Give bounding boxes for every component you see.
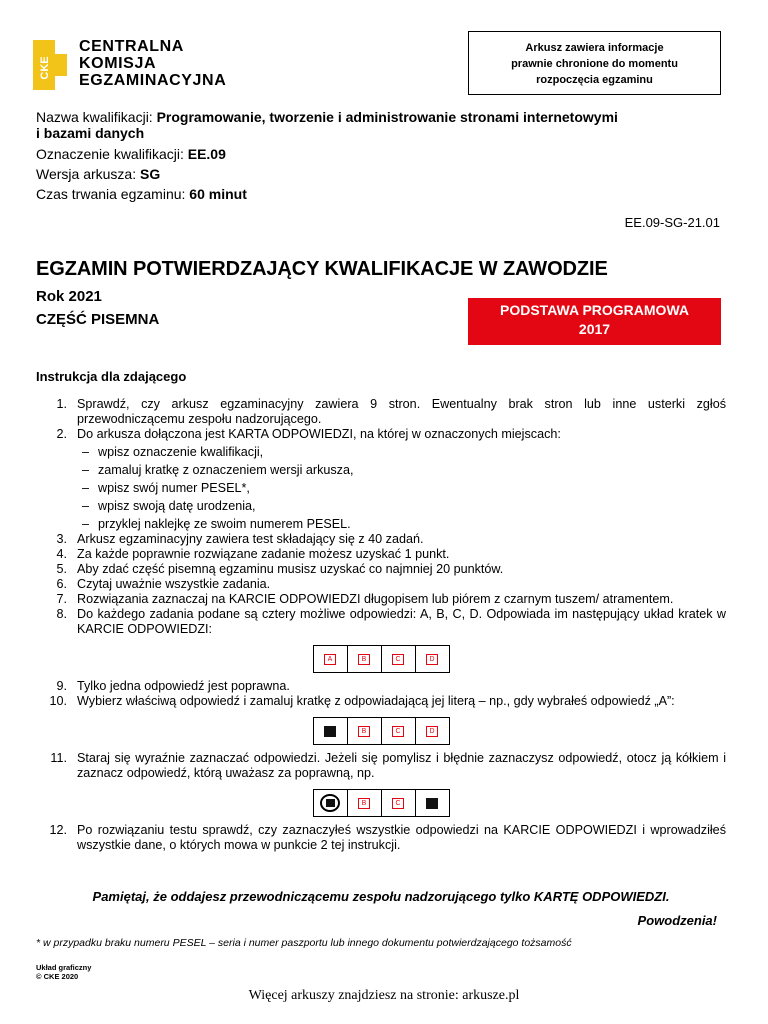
qualification-code — [36, 146, 226, 162]
svg-text:CKE: CKE — [39, 56, 51, 80]
list-item — [36, 694, 726, 709]
cke-logo — [33, 38, 227, 90]
sheet-code: EE.09-SG-21.01 — [624, 215, 720, 230]
confidential-notice — [468, 31, 721, 95]
answer-cell-b — [347, 718, 381, 744]
qualification-value: Programowanie, tworzenie i administrowanie stronami internetowymi — [156, 109, 618, 125]
version-value: SG — [140, 166, 161, 182]
answer-box-c: C — [392, 726, 404, 737]
answer-cell-a — [314, 790, 347, 816]
logo-line: CENTRALNA — [79, 38, 184, 55]
item-number: 9. — [56, 679, 67, 693]
sub-item: – wpisz oznaczenie kwalifikacji, — [82, 445, 264, 459]
answer-cell-c — [381, 718, 415, 744]
answer-box-b: B — [358, 654, 370, 665]
answer-grid-example — [36, 645, 726, 673]
instructions-title: Instrukcja dla zdającego — [36, 369, 187, 384]
item-text: Do arkusza dołączona jest KARTA ODPOWIEDZI, na której w oznaczonych miejscach: — [77, 427, 561, 441]
answer-cell-d — [415, 718, 449, 744]
cke-logo-mark-icon — [33, 40, 67, 90]
sub-item: – zamaluj kratkę z oznaczeniem wersji arkusza, — [82, 463, 354, 477]
item-text: Tylko jedna odpowiedź jest poprawna. — [77, 679, 290, 693]
item-text: Po rozwiązaniu testu sprawdź, czy zaznaczyłeś wszystkie odpowiedzi na KARCIE ODPOWIEDZI i wprowadziłeś wszystkie dane, o których mowa w punkcie 2 tej instrukcji. — [77, 823, 726, 852]
answer-box-d: D — [426, 654, 438, 665]
answer-cell-c — [381, 790, 415, 816]
good-luck-text: Powodzenia! — [637, 913, 717, 928]
answer-cell-a — [314, 718, 347, 744]
list-item — [36, 751, 726, 781]
answer-cell-d — [415, 790, 449, 816]
list-item — [36, 532, 726, 547]
exam-duration — [36, 186, 247, 202]
item-number: 4. — [56, 547, 67, 561]
item-number: 2. — [56, 427, 67, 441]
answer-box-b: B — [358, 726, 370, 737]
answer-cell-d — [415, 646, 449, 672]
item-text: Staraj się wyraźnie zaznaczać odpowiedzi. Jeżeli się pomylisz i błędnie zaznaczysz odpowiedź, otocz ją kółkiem i zaznacz odpowiedź, którą uważasz za poprawną, np. — [77, 751, 726, 780]
instructions-list — [36, 397, 726, 853]
sub-item-text: wpisz swój numer PESEL*, — [98, 481, 250, 495]
answer-box-b: B — [358, 798, 370, 809]
notice-line: Arkusz zawiera informacje — [525, 42, 664, 54]
answer-cell-b — [347, 646, 381, 672]
credit-line: Układ graficzny — [36, 963, 92, 972]
item-text: Wybierz właściwą odpowiedź i zamaluj kratkę z odpowiadającą jej literą – np., gdy wybrałeś odpowiedź „A”: — [77, 694, 675, 708]
item-number: 1. — [56, 397, 67, 411]
filled-box-a — [326, 799, 335, 807]
more-sheets-footer: Więcej arkuszy znajdziesz na stronie: arkusze.pl — [248, 988, 520, 1003]
notice-line: rozpoczęcia egzaminu — [536, 74, 653, 86]
item-number: 7. — [56, 592, 67, 606]
badge-year: 2017 — [578, 321, 611, 337]
sub-item-text: zamaluj kratkę z oznaczeniem wersji arkusza, — [98, 463, 354, 477]
item-number: 10. — [49, 694, 67, 708]
qualification-value-cont: i bazami danych — [36, 125, 145, 141]
sub-item-text: wpisz oznaczenie kwalifikacji, — [98, 445, 264, 459]
exam-year: Rok 2021 — [36, 288, 102, 305]
item-text: Czytaj uważnie wszystkie zadania. — [77, 577, 271, 591]
exam-title: EGZAMIN POTWIERDZAJĄCY KWALIFIKACJE W ZAWODZIE — [36, 258, 608, 280]
sub-item: – przyklej naklejkę ze swoim numerem PESEL. — [82, 517, 351, 531]
item-number: 11. — [50, 751, 67, 765]
answer-box-a: A — [324, 654, 336, 665]
list-item — [36, 592, 726, 607]
answer-grid-marked-example — [36, 717, 726, 745]
time-value: 60 minut — [189, 186, 247, 202]
answer-cell-c — [381, 646, 415, 672]
answer-grid-correction-example — [36, 789, 726, 817]
circled-box-a — [320, 794, 340, 812]
answer-grid — [313, 645, 450, 673]
filled-box-d — [426, 798, 438, 809]
sub-item-text: przyklej naklejkę ze swoim numerem PESEL. — [98, 517, 351, 531]
time-label: Czas trwania egzaminu: — [36, 186, 190, 202]
answer-box-c: C — [392, 654, 404, 665]
logo-line: KOMISJA — [79, 55, 157, 72]
list-item — [36, 577, 726, 592]
answer-grid — [313, 789, 450, 817]
list-item — [36, 427, 726, 442]
logo-text — [79, 38, 226, 89]
answer-box-d: D — [426, 726, 438, 737]
item-text: Arkusz egzaminacyjny zawiera test składający się z 40 zadań. — [77, 532, 424, 546]
notice-line: prawnie chronione do momentu — [511, 58, 678, 70]
graphic-layout-credit — [36, 963, 91, 981]
code-value: EE.09 — [187, 146, 226, 162]
item-text: Do każdego zadania podane są cztery możliwe odpowiedzi: A, B, C, D. Odpowiada im następujący układ kratek w KARCIE ODPOWIEDZI: — [77, 607, 726, 636]
curriculum-badge — [468, 298, 721, 345]
list-item — [36, 679, 726, 694]
sheet-version — [36, 166, 160, 182]
item-text: Aby zdać część pisemną egzaminu musisz uzyskać co najmniej 20 punktów. — [77, 562, 504, 576]
version-label: Wersja arkusza: — [36, 166, 140, 182]
list-item — [36, 607, 726, 637]
item-text: Za każde poprawnie rozwiązane zadanie możesz uzyskać 1 punkt. — [77, 547, 450, 561]
exam-part: CZĘŚĆ PISEMNA — [36, 311, 160, 328]
list-item — [36, 397, 726, 427]
item-number: 3. — [56, 532, 67, 546]
list-item — [36, 823, 726, 853]
sub-item: – wpisz swój numer PESEL*, — [82, 481, 250, 495]
sub-item-text: wpisz swoją datę urodzenia, — [98, 499, 256, 513]
qualification-name — [36, 109, 618, 141]
item-text: Sprawdź, czy arkusz egzaminacyjny zawiera 9 stron. Ewentualny brak stron lub inne usterki zgłoś przewodniczącemu zespołu nadzorującego. — [77, 397, 726, 426]
answer-box-c: C — [392, 798, 404, 809]
reminder-text: Pamiętaj, że oddajesz przewodniczącemu zespołu nadzorującego tylko KARTĘ ODPOWIEDZI. — [92, 889, 670, 904]
qualification-label: Nazwa kwalifikacji: — [36, 109, 157, 125]
answer-cell-a — [314, 646, 347, 672]
item-number: 6. — [56, 577, 67, 591]
badge-line: PODSTAWA PROGRAMOWA — [500, 302, 689, 318]
filled-box-a — [324, 726, 336, 737]
list-item — [36, 547, 726, 562]
answer-grid — [313, 717, 450, 745]
logo-line: EGZAMINACYJNA — [79, 72, 227, 89]
item-number: 12. — [49, 823, 67, 837]
sub-item: – wpisz swoją datę urodzenia, — [82, 499, 256, 513]
list-item — [36, 562, 726, 577]
item-number: 5. — [56, 562, 67, 576]
copyright-line: © CKE 2020 — [36, 972, 79, 981]
footnote: * w przypadku braku numeru PESEL – seria i numer paszportu lub innego dokumentu potwierdzającego tożsamość — [36, 937, 572, 949]
item-text: Rozwiązania zaznaczaj na KARCIE ODPOWIEDZI długopisem lub piórem z czarnym tuszem/ atramentem. — [77, 592, 674, 606]
code-label: Oznaczenie kwalifikacji: — [36, 146, 188, 162]
item-number: 8. — [56, 607, 67, 621]
answer-cell-b — [347, 790, 381, 816]
